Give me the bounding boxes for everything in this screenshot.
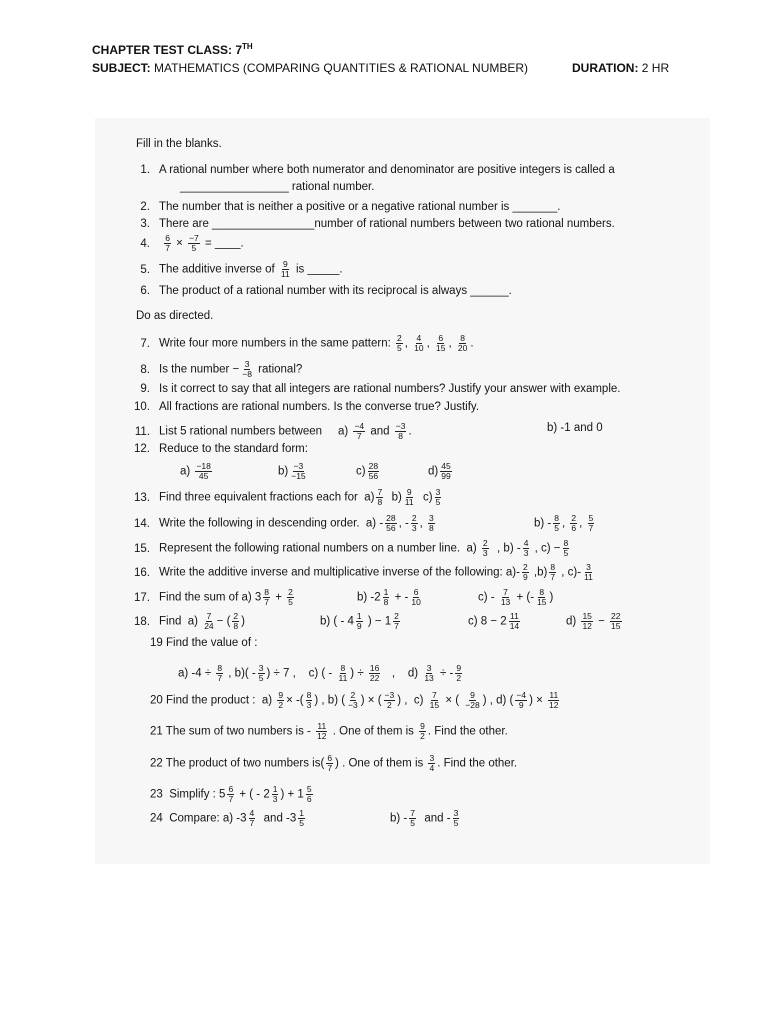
fraction: $\frac{3}{11}$ xyxy=(584,562,593,582)
question-1-line2: _________________ rational number. xyxy=(180,181,375,193)
question-24-b: b) - $\frac{7}{5}$ and - $\frac{3}{5}$ xyxy=(390,808,459,828)
fraction: $\frac{-18}{45}$ xyxy=(196,461,211,481)
question-24: 24 Compare: a) -3 $\frac{4}{7}$ and -3 $\frac{1}{5}$ xyxy=(150,808,304,828)
fraction: $\frac{2}{7}$ xyxy=(394,611,399,631)
question-6: 6. The product of a rational number with its reciprocal is always ______. xyxy=(140,285,512,297)
question-1: 1. A rational number where both numerator and denominator are positive integers is called a xyxy=(140,164,615,176)
fraction: $\frac{2}{3}$ xyxy=(482,538,488,558)
question-23: 23 Simplify : 5 $\frac{6}{7}$ + ( - 2 $\frac{1}{3}$ ) + 1 $\frac{5}{6}$ xyxy=(150,784,312,804)
subject-label: SUBJECT: xyxy=(92,61,151,75)
subject-value: MATHEMATICS (COMPARING QUANTITIES & RATIONAL NUMBER) xyxy=(154,61,529,75)
fraction: $\frac{28}{56}$ xyxy=(386,513,396,533)
fraction: $\frac{8}{5}$ xyxy=(554,513,559,533)
fraction: $\frac{-4}{9}$ xyxy=(516,690,527,710)
fraction: $\frac{4}{7}$ xyxy=(249,808,255,828)
question-19-items: a) -4 ÷ $\frac{8}{7}$ , b)( - $\frac{3}{5}$ ) ÷ 7 , c) ( - $\frac{8}{11}$ ) ÷ $\frac{16}{22}$ , d) $\frac{3}{13}$ ÷ - $\frac{9}{2}$ xyxy=(178,663,462,683)
question-11-b: b) -1 and 0 xyxy=(547,422,603,434)
question-12-b: b) $\frac{-3}{-15}$ xyxy=(278,461,306,481)
fraction: $\frac{16}{22}$ xyxy=(369,663,380,683)
fraction: $\frac{2}{-3}$ xyxy=(348,690,358,710)
question-18-d: d) $\frac{15}{12}$ − $\frac{22}{15}$ xyxy=(566,611,621,631)
fraction: $\frac{7}{13}$ xyxy=(500,587,511,607)
fraction: $\frac{-3}{8}$ xyxy=(395,421,406,441)
fraction: $\frac{-7}{5}$ xyxy=(189,233,199,253)
question-8: 8. Is the number − $\frac{3}{-8}$ rational? xyxy=(140,359,303,379)
question-12-a: a) $\frac{-18}{45}$ xyxy=(180,461,211,481)
fraction: $\frac{1}{9}$ xyxy=(356,611,362,631)
fraction: $\frac{2}{5}$ xyxy=(288,587,293,607)
fraction: $\frac{8}{7}$ xyxy=(550,562,556,582)
question-14: 14. Write the following in descending order. a) - $\frac{28}{56}$ , - $\frac{2}{3}$ , $\frac{3}{8}$ xyxy=(134,513,434,533)
fraction: $\frac{2}{5}$ xyxy=(397,333,402,353)
fraction: $\frac{9}{11}$ xyxy=(404,487,414,507)
question-12-c: c) $\frac{28}{56}$ xyxy=(356,461,379,481)
fraction: $\frac{9}{2}$ xyxy=(420,721,425,741)
fraction: $\frac{9}{11}$ xyxy=(280,259,290,279)
question-17: 17. Find the sum of a) 3 $\frac{8}{7}$ + $\frac{2}{5}$ xyxy=(134,587,293,607)
question-20: 20 Find the product : a) $\frac{9}{2}$ × -( $\frac{8}{3}$ ) , b) ( $\frac{2}{-3}$ ) × ( $\frac{-3}{2}$ ) , c) $\frac{7}{15}$ × ( $\frac{9}{-28}$ ) , d) ( $\frac{-4}{9}$ ) × $\frac{11}{12}$ xyxy=(150,690,559,710)
fraction: $\frac{22}{15}$ xyxy=(611,611,621,631)
fraction: $\frac{7}{24}$ xyxy=(204,611,214,631)
fraction: $\frac{3}{-8}$ xyxy=(242,359,252,379)
question-18: 18. Find a) $\frac{7}{24}$ − ( $\frac{2}{8}$ ) xyxy=(134,611,245,631)
question-12-d: d) $\frac{45}{99}$ xyxy=(428,461,451,481)
fraction: $\frac{7}{8}$ xyxy=(377,487,383,507)
fraction: $\frac{11}{12}$ xyxy=(549,690,559,710)
fraction: $\frac{2}{3}$ xyxy=(411,513,417,533)
fraction: $\frac{6}{7}$ xyxy=(228,784,234,804)
question-16: 16. Write the additive inverse and multiplicative inverse of the following: a)- $\frac{2}{9}$ ,b) $\frac{8}{7}$ , c)- $\frac{3}{11}$ xyxy=(134,562,593,582)
section-do-as-directed: Do as directed. xyxy=(136,310,214,322)
fraction: $\frac{5}{7}$ xyxy=(588,513,594,533)
question-7: 7. Write four more numbers in the same pattern: $\frac{2}{5}$ , $\frac{4}{10}$ , $\frac{6}{15}$ , $\frac{8}{20}$ . xyxy=(140,333,474,353)
fraction: $\frac{8}{5}$ xyxy=(563,538,569,558)
fraction: $\frac{-4}{7}$ xyxy=(354,421,365,441)
question-18-c: c) 8 − 2 $\frac{11}{14}$ xyxy=(468,611,520,631)
fraction: $\frac{15}{12}$ xyxy=(582,611,592,631)
class-sup: TH xyxy=(242,42,253,51)
fraction: $\frac{3}{8}$ xyxy=(428,513,434,533)
fraction: $\frac{1}{3}$ xyxy=(272,784,278,804)
question-15: 15. Represent the following rational numbers on a number line. a) $\frac{2}{3}$ , b) - $\frac{4}{3}$ , c) − $\frac{8}{5}$ xyxy=(134,538,569,558)
fraction: $\frac{9}{2}$ xyxy=(278,690,284,710)
question-14-b: b) - $\frac{8}{5}$ , $\frac{2}{6}$ , $\frac{5}{7}$ xyxy=(534,513,594,533)
question-19: 19 Find the value of : xyxy=(150,637,258,649)
question-22: 22 The product of two numbers is( $\frac{6}{7}$ ) . One of them is $\frac{3}{4}$ . Find the other. xyxy=(150,753,518,773)
header-line-1 xyxy=(92,42,253,57)
question-5: 5. The additive inverse of $\frac{9}{11}$ is _____. xyxy=(140,259,343,279)
question-2: 2. The number that is neither a positive or a negative rational number is _______. xyxy=(140,201,561,213)
header-line-2 xyxy=(92,61,528,75)
duration xyxy=(572,61,669,75)
fraction: $\frac{4}{3}$ xyxy=(523,538,529,558)
question-9: 9. Is it correct to say that all integers are rational numbers? Justify your answer with example. xyxy=(140,383,621,395)
fraction: $\frac{5}{6}$ xyxy=(306,784,312,804)
fraction: $\frac{3}{4}$ xyxy=(429,753,435,773)
question-10: 10. All fractions are rational numbers. Is the converse true? Justify. xyxy=(134,401,480,413)
fraction: $\frac{2}{9}$ xyxy=(522,562,528,582)
question-13: 13. Find three equivalent fractions each for a) $\frac{7}{8}$ b) $\frac{9}{11}$ c) $\frac{3}{5}$ xyxy=(134,487,441,507)
fraction: $\frac{9}{-28}$ xyxy=(465,690,480,710)
question-11: 11. List 5 rational numbers between a) $\frac{-4}{7}$ and $\frac{-3}{8}$ . xyxy=(134,421,412,441)
fraction: $\frac{7}{5}$ xyxy=(410,808,415,828)
duration-value: 2 HR xyxy=(641,61,670,75)
fraction: $\frac{3}{5}$ xyxy=(453,808,459,828)
fraction: $\frac{1}{5}$ xyxy=(299,808,304,828)
fraction: $\frac{8}{7}$ xyxy=(264,587,270,607)
question-3: 3. There are ________________number of rational numbers between two rational numbers. xyxy=(140,218,615,230)
fraction: $\frac{28}{56}$ xyxy=(368,461,379,481)
fraction: $\frac{-3}{-15}$ xyxy=(291,461,306,481)
fraction: $\frac{11}{14}$ xyxy=(509,611,520,631)
fraction: $\frac{6}{7}$ xyxy=(165,233,170,253)
fraction: $\frac{6}{10}$ xyxy=(411,587,421,607)
fraction: $\frac{3}{5}$ xyxy=(258,663,264,683)
question-21: 21 The sum of two numbers is - $\frac{11}{12}$ . One of them is $\frac{9}{2}$ . Find the other. xyxy=(150,721,508,741)
fraction: $\frac{-3}{2}$ xyxy=(384,690,395,710)
question-17-c: c) - $\frac{7}{13}$ + (- $\frac{8}{15}$ ) xyxy=(478,587,554,607)
fraction: $\frac{7}{15}$ xyxy=(429,690,440,710)
fraction: $\frac{3}{13}$ xyxy=(424,663,434,683)
fraction: $\frac{1}{8}$ xyxy=(383,587,389,607)
fraction: $\frac{2}{6}$ xyxy=(571,513,577,533)
fraction: $\frac{11}{12}$ xyxy=(317,721,327,741)
fraction: $\frac{8}{15}$ xyxy=(537,587,547,607)
fraction: $\frac{3}{5}$ xyxy=(435,487,441,507)
section-fill-blanks: Fill in the blanks. xyxy=(136,138,222,150)
fraction: $\frac{8}{20}$ xyxy=(457,333,468,353)
fraction: $\frac{4}{10}$ xyxy=(414,333,424,353)
fraction: $\frac{8}{7}$ xyxy=(217,663,223,683)
question-4: 4. $\frac{6}{7}$ × $\frac{-7}{5}$ = ____. xyxy=(140,233,244,253)
fraction: $\frac{45}{99}$ xyxy=(441,461,451,481)
chapter-class-label: CHAPTER TEST CLASS: 7 xyxy=(92,43,243,57)
duration-label: DURATION: xyxy=(572,61,639,75)
fraction: $\frac{8}{11}$ xyxy=(338,663,348,683)
question-18-b: b) ( - 4 $\frac{1}{9}$ ) − 1 $\frac{2}{7}$ xyxy=(320,611,399,631)
fraction: $\frac{6}{7}$ xyxy=(327,753,333,773)
question-12: 12. Reduce to the standard form: xyxy=(134,443,308,455)
fraction: $\frac{8}{3}$ xyxy=(306,690,312,710)
fraction: $\frac{6}{15}$ xyxy=(436,333,446,353)
question-17-b: b) -2 $\frac{1}{8}$ + - $\frac{6}{10}$ xyxy=(357,587,421,607)
fraction: $\frac{2}{8}$ xyxy=(233,611,239,631)
fraction: $\frac{9}{2}$ xyxy=(456,663,462,683)
